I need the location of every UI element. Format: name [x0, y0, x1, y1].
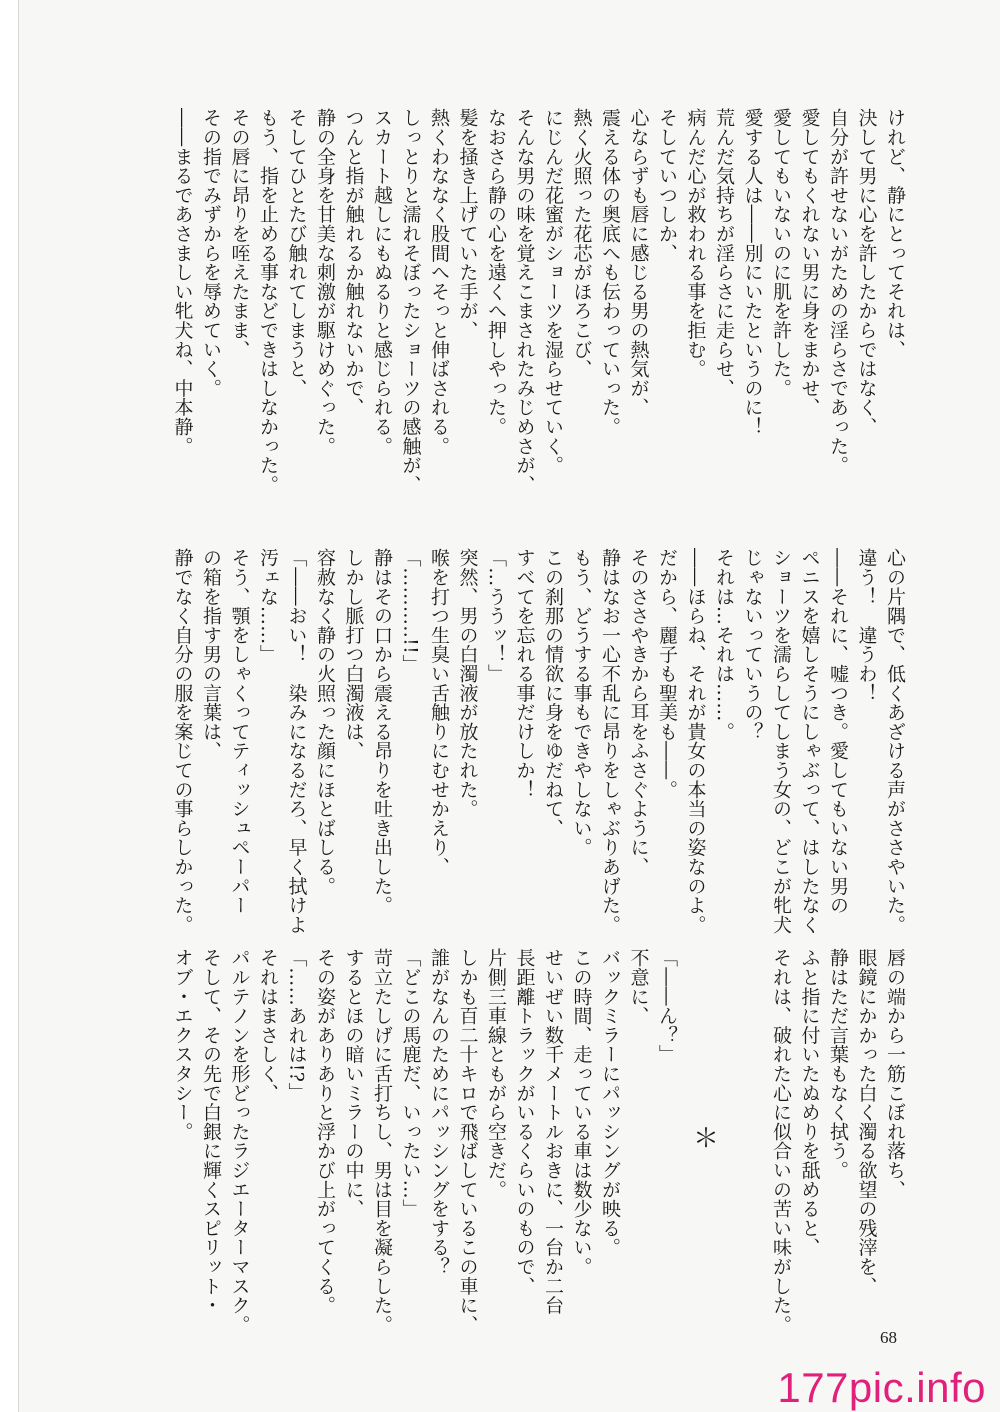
text-column: 決して男に心を許したからではなく、	[855, 108, 878, 437]
text-column: 苛立たしげに舌打ちし、男は目を凝らした。	[371, 948, 393, 1334]
text-block-top	[166, 108, 907, 506]
text-column: 片側三車線ともがら空きだ。	[485, 948, 507, 1199]
text-column: その唇に昂りを咥えたまま、	[228, 108, 251, 359]
text-column: せいぜい数千メートルおきに、一台か二台	[542, 948, 564, 1315]
text-column: オブ・エクスタシー。	[171, 948, 194, 1141]
text-column: 静はただ言葉もなく拭う。	[827, 948, 849, 1180]
text-column: 静でなく自分の服を案じての事らしかった。	[171, 548, 194, 934]
text-column: その指でみずからを辱めていく。	[200, 108, 222, 398]
text-column: 静はなお一心不乱に昂りをしゃぶりあげた。	[599, 548, 621, 934]
text-column: 熱くわななく股間へそっと伸ばされる。	[428, 108, 450, 456]
text-column: 不意に、	[627, 948, 650, 1026]
text-column: この時間、走っている車は数少ない。	[570, 948, 593, 1277]
text-column: しかも百二十キロで飛ばしているこの車に、	[456, 948, 479, 1334]
text-column: にじんだ花蜜がショーツを湿らせていく。	[542, 108, 564, 475]
text-column: ――ほらね、それが貴女の本当の姿なのよ。	[684, 548, 707, 934]
text-column: そのささやきから耳をふさぐように、	[627, 548, 650, 877]
text-column: スカート越しにもぬるりと感じられる。	[371, 108, 393, 456]
text-column: パルテノンを形どったラジエーターマスク。	[228, 948, 251, 1334]
text-column: 「――おい！ 染みになるだろ、早く拭けよ	[285, 548, 308, 934]
text-column: そんな男の味を覚えこまされたみじめさが、	[513, 108, 536, 494]
text-column: ふと指に付いたぬめりを舐めると、	[798, 948, 821, 1257]
text-column: 突然、男の白濁液が放たれた。	[456, 548, 479, 819]
text-column: 「……あれは!?」	[285, 948, 308, 1102]
text-column: それはまさしく、	[257, 948, 279, 1103]
text-column: 熱く火照った花芯がほろこび、	[570, 108, 593, 379]
text-column: 誰がなんのためにパッシングをする？	[428, 948, 450, 1277]
text-column: ショーツを濡らしてしまう女の、どこが牝犬	[770, 548, 792, 934]
text-column: 病んだ心が救われる事を拒む。	[684, 108, 707, 379]
text-column: 心ならずも唇に感じる男の熱気が、	[627, 108, 650, 417]
text-column: 静はその口から震える昂りを吐き出した。	[371, 548, 393, 915]
text-column: 眼鏡にかかった白く濁る欲望の残滓を、	[855, 948, 878, 1296]
text-column: そしてひとたび触れてしまうと、	[285, 108, 308, 398]
page-number: 68	[880, 1328, 897, 1347]
text-column: 愛してもくれない男に身をまかせ、	[798, 108, 821, 417]
text-column: 心の片隅で、低くあざける声がささやいた。	[884, 548, 906, 934]
text-column: そう、顎をしゃくってティッシュペーパー	[228, 548, 251, 915]
text-column: なおさら静の心を遠くへ押しやった。	[485, 108, 507, 437]
text-column: 髪を掻き上げていた手が、	[456, 108, 479, 340]
text-column: すべてを忘れる事だけしか！	[513, 548, 536, 799]
text-column: その姿がありありと浮かび上がってくる。	[314, 948, 336, 1315]
text-column: だから、麗子も聖美も――。	[656, 548, 678, 799]
text-column: この刹那の情欲に身をゆだねて、	[542, 548, 564, 838]
text-column: の箱を指す男の言葉は、	[200, 548, 222, 761]
text-column: 静の全身を甘美な刺激が駆けめぐった。	[314, 108, 336, 456]
text-column: しかし脈打つ白濁液は、	[342, 548, 365, 761]
text-column: 自分が許せないがための淫らさであった。	[827, 108, 849, 475]
text-block-bottom	[166, 948, 907, 1334]
text-column: けれど、静にとってそれは、	[884, 108, 906, 359]
text-column: ペニスを嬉しそうにしゃぶって、はしたなく	[798, 548, 821, 934]
text-column: それは…それは……。	[713, 548, 735, 741]
text-column: しっとりと濡れそぼったショーツの感触が、	[399, 108, 422, 494]
text-column: それは、破れた心に似合いの苦い味がした。	[770, 948, 792, 1334]
text-column: 荒んだ気持ちが淫らさに走らせ、	[713, 108, 735, 398]
text-column: 汚ェな……」	[257, 548, 279, 664]
text-column: つんと指が触れるか触れないかで、	[342, 108, 365, 417]
text-column: そして、その先で白銀に輝くスピリット・	[200, 948, 222, 1315]
text-column: 「…ううッ！」	[485, 548, 507, 684]
text-column: 「どこの馬鹿だ、いったい…」	[399, 948, 422, 1219]
text-column: もう、指を止める事などできはしなかった。	[257, 108, 279, 494]
text-column: そしていつしか、	[656, 108, 678, 263]
text-column: 「――ん？」	[656, 948, 678, 1064]
text-column: 喉を打つ生臭い舌触りにむせかえり、	[428, 548, 450, 877]
text-column: 容赦なく静の火照った顔にほとばしる。	[314, 548, 336, 896]
book-page	[18, 0, 1000, 1412]
text-column: 「………‥!!」	[399, 548, 422, 674]
text-column: 震える体の奥底へも伝わっていった。	[599, 108, 621, 437]
text-column: 長距離トラックがいるくらいのもので、	[513, 948, 536, 1296]
text-column: バックミラーにパッシングが映る。	[599, 948, 621, 1257]
text-block-middle	[166, 548, 907, 934]
text-column: 愛する人は――別にいたというのに！	[741, 108, 764, 437]
text-column: 唇の端から一筋こぼれ落ち、	[884, 948, 906, 1199]
text-column: 愛してもいないのに肌を許した。	[770, 108, 792, 398]
text-column: ――それに、嘘つき。愛してもいない男の	[827, 548, 849, 915]
text-column: するとほの暗いミラーの中に、	[342, 948, 365, 1219]
section-break-asterisk: ＊	[692, 1124, 719, 1154]
text-column: ――まるであさましい牝犬ね、中本静。	[171, 108, 194, 456]
watermark-text: 177pic.info	[777, 1364, 986, 1411]
text-column: もう、どうする事もできやしない。	[570, 548, 593, 857]
text-column: じゃないっていうの？	[741, 548, 764, 741]
text-column: 違う！ 違うわ！	[855, 548, 878, 703]
